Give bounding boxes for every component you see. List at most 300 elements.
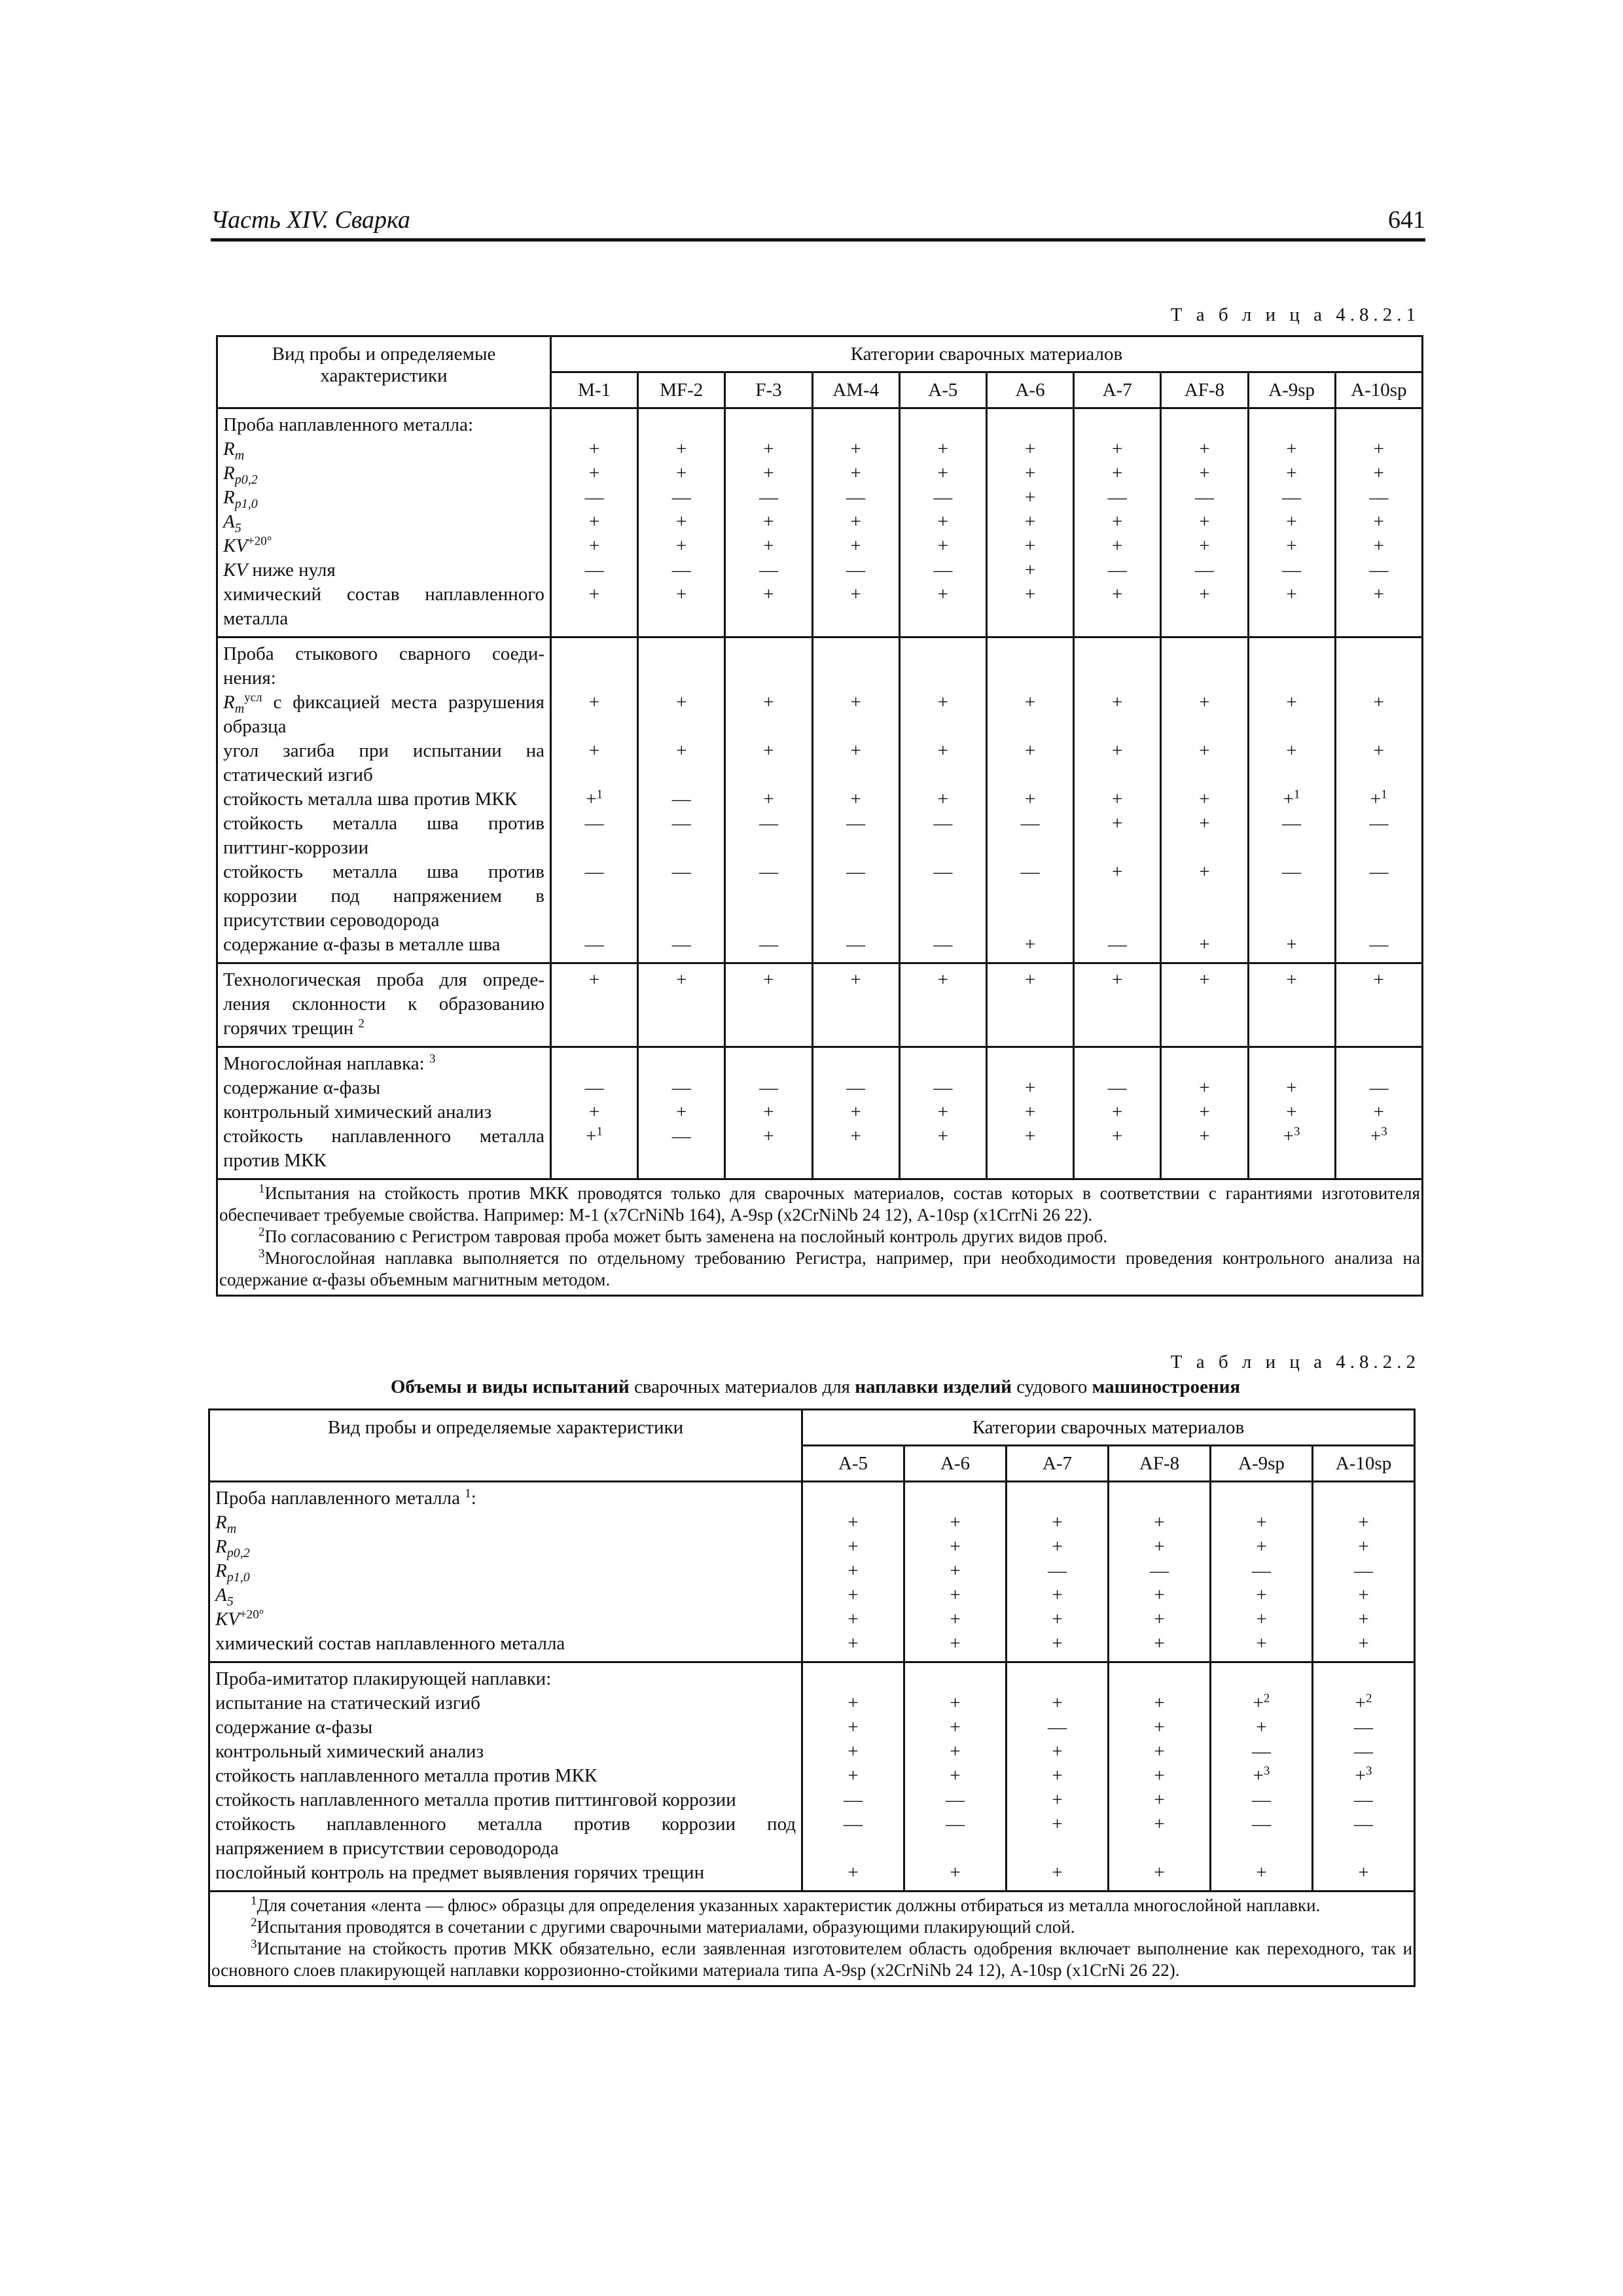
table1-mark <box>813 884 899 908</box>
table1-col-header: MF-2 <box>638 372 725 408</box>
table1-mark <box>1162 908 1247 933</box>
table1-mark: — <box>1107 934 1127 955</box>
table2-mark: + <box>1052 1585 1063 1605</box>
table2-mark-column <box>1007 1482 1109 1662</box>
table1-mark-column <box>551 963 638 1047</box>
table1-description-line: Многослойная наплавка: $^3$ <box>223 1052 436 1074</box>
table1-mark: — <box>1107 560 1127 581</box>
table1-mark <box>1249 908 1334 933</box>
table1-description-line: нения: <box>223 668 276 689</box>
table1-mark: + <box>850 439 861 459</box>
table1-mark-column <box>899 408 986 637</box>
table1-mark: + <box>1024 1126 1036 1147</box>
table1-mark-column <box>551 408 638 637</box>
table2-mark: + <box>1052 1693 1063 1713</box>
table1-mark: + <box>850 1102 861 1122</box>
table1-mark: — <box>1194 487 1214 508</box>
table2-mark-column <box>1211 1482 1313 1662</box>
table1-mark: + <box>1199 813 1210 834</box>
table2-section-description <box>209 1662 802 1892</box>
table1-mark: + <box>588 463 600 484</box>
table2-mark: + <box>1052 1609 1063 1630</box>
table1-mark <box>1162 992 1247 1016</box>
table1-mark: + <box>1373 511 1384 532</box>
table2-mark: +$^3$ <box>1355 1764 1372 1786</box>
table2-mark: + <box>1154 1741 1165 1762</box>
table1-mark: + <box>1112 584 1123 605</box>
table1-mark: + <box>850 463 861 484</box>
table2-description-line: $R_{p0,2}$ <box>215 1536 250 1560</box>
table1-mark: + <box>1112 861 1123 882</box>
table1-mark: + <box>1024 969 1036 990</box>
table1-mark: + <box>850 789 861 810</box>
table1-mark: + <box>676 463 687 484</box>
table1-mark <box>1162 884 1247 908</box>
table2-mark: — <box>1048 1717 1067 1738</box>
table1-mark-column <box>1335 963 1422 1047</box>
table1-mark <box>1249 1016 1334 1041</box>
table1-description-line: питтинг-коррозии <box>223 837 369 858</box>
table2-description-line: содержание α-фазы <box>215 1717 373 1738</box>
table1-mark: + <box>588 511 600 532</box>
table1-mark <box>813 836 899 860</box>
table1-mark <box>813 763 899 787</box>
table1-col-header: AF-8 <box>1161 372 1248 408</box>
table2-mark: + <box>950 1536 961 1557</box>
table1-mark: + <box>1024 439 1036 459</box>
table2-mark-column <box>1211 1662 1313 1892</box>
table1-mark: + <box>676 511 687 532</box>
table2-col-header: A-7 <box>1007 1446 1109 1482</box>
table1-mark <box>639 1052 724 1076</box>
table1-mark <box>988 666 1073 691</box>
table2-description-line: $KV^{+20^\circ}$ <box>215 1607 264 1630</box>
table1-mark: +$^1$ <box>1283 787 1300 810</box>
table2-mark: — <box>1252 1741 1271 1762</box>
table2-mark: + <box>1154 1765 1165 1786</box>
table1-description-line: стойкость металла шва против <box>223 813 544 834</box>
table1-mark: — <box>1369 813 1389 834</box>
table2-mark: — <box>1354 1789 1374 1810</box>
table1-mark: — <box>1020 861 1040 882</box>
table2-mark: — <box>1354 1741 1374 1762</box>
table1-footnote: $^1$Испытания на стойкость против МКК проводятся только для сварочных материалов, состав которых в соответствии с гарантиями изготовителя обеспечивает требуемые свойства. Например: М-1 (х7CrNiNb 164), А-9sp (х2CrNiNb 24 12), А-10sp (х1CrrNi 26 22). <box>219 1182 1420 1225</box>
table1-mark <box>1162 1016 1247 1041</box>
table1-col-header: F-3 <box>725 372 812 408</box>
table1-description-line: стойкость металла шва против <box>223 861 544 882</box>
table1-col-header: A-6 <box>986 372 1073 408</box>
table1-mark: + <box>1112 511 1123 532</box>
table1-mark <box>1075 836 1160 860</box>
table2-mark: + <box>1358 1609 1369 1630</box>
table1-description-line: присутствии сероводорода <box>223 910 440 931</box>
table1-mark: + <box>1199 1126 1210 1147</box>
table1-mark <box>1249 642 1334 666</box>
table1-mark: + <box>1286 439 1297 459</box>
table1-mark: + <box>588 969 600 990</box>
table1-mark: + <box>1024 584 1036 605</box>
table2-col-header: AF-8 <box>1109 1446 1211 1482</box>
table1-mark: — <box>758 813 778 834</box>
table1-mark-column <box>1248 408 1335 637</box>
table1-mark: + <box>1286 584 1297 605</box>
table2-col-header: A-5 <box>802 1446 904 1482</box>
table1-mark-column <box>986 637 1073 963</box>
table1-description-line: $R_{p1,0}$ <box>223 487 258 511</box>
table1-mark <box>1075 908 1160 933</box>
table1-mark: — <box>671 789 691 810</box>
table2-title: Объемы и виды испытаний сварочных материалов для наплавки изделий судового машиностроения <box>390 1376 1241 1397</box>
table2-section-row <box>209 1482 1415 1662</box>
table1-mark-column <box>812 408 899 637</box>
table1-mark <box>813 715 899 739</box>
table1-mark: + <box>676 969 687 990</box>
table1-mark: — <box>671 560 691 581</box>
table1-description-line: Проба стыкового сварного соеди- <box>223 643 544 664</box>
table1-mark-column <box>1161 408 1248 637</box>
table1-description-line: KV ниже нуля <box>223 560 336 581</box>
table1-section-row <box>217 637 1423 963</box>
table2-mark <box>1109 1667 1209 1691</box>
table1-mark: + <box>937 535 949 556</box>
table1-mark <box>813 413 899 437</box>
table1-mark: — <box>846 934 866 955</box>
table2-mark: + <box>1052 1633 1063 1654</box>
table1-mark: — <box>1369 560 1389 581</box>
table1-mark <box>901 884 986 908</box>
table1-mark: + <box>1286 740 1297 761</box>
table2-mark <box>1211 1486 1311 1511</box>
table1-footnote: $^3$Многослойная наплавка выполняется по отдельному требованию Регистра, например, при необходимости проведения контрольного анализа на содержание α-фазы объемным магнитным методом. <box>219 1247 1420 1289</box>
table1-mark: — <box>933 934 953 955</box>
table1-mark <box>988 992 1073 1016</box>
table1-mark: + <box>1373 692 1384 713</box>
table1-mark-column <box>638 963 725 1047</box>
table1-section-row <box>217 963 1423 1047</box>
table1-mark <box>726 908 811 933</box>
table1-mark: + <box>676 692 687 713</box>
table1-mark <box>639 1016 724 1041</box>
table1-mark <box>901 642 986 666</box>
table1-mark: + <box>676 439 687 459</box>
table2-description-line: химический состав наплавленного металла <box>215 1633 565 1654</box>
table1-mark: + <box>1024 1102 1036 1122</box>
table1-mark: + <box>1286 511 1297 532</box>
table1-col-header: A-10sp <box>1335 372 1422 408</box>
table2-mark: + <box>1256 1536 1267 1557</box>
table1-mark <box>1336 1052 1421 1076</box>
table1-mark-column <box>812 1047 899 1179</box>
table1-mark <box>901 666 986 691</box>
table1-mark: + <box>1024 789 1036 810</box>
table1-mark: + <box>1024 535 1036 556</box>
table2-mark: + <box>1154 1693 1165 1713</box>
table1-mark-column <box>1161 1047 1248 1179</box>
table2-mark: + <box>847 1560 859 1581</box>
table1-mark <box>1162 413 1247 437</box>
table2-mark <box>803 1837 903 1861</box>
table1-mark <box>988 1052 1073 1076</box>
table1-mark <box>988 413 1073 437</box>
table1-mark <box>639 666 724 691</box>
table2-mark: + <box>1154 1609 1165 1630</box>
table2-mark: + <box>1154 1862 1165 1883</box>
table1-mark: + <box>588 584 600 605</box>
table1-mark <box>1075 1149 1160 1173</box>
table1-mark: — <box>584 813 604 834</box>
table1-mark: +$^1$ <box>586 1124 603 1147</box>
table2-mark: + <box>847 1512 859 1533</box>
table1-mark: + <box>763 740 774 761</box>
table1-mark <box>1162 642 1247 666</box>
table1-header-left: Вид пробы и определяемые характеристики <box>217 336 551 408</box>
table2-mark: — <box>844 1789 863 1810</box>
table2-notes-row <box>209 1892 1415 1986</box>
table2-mark: + <box>950 1585 961 1605</box>
table1-mark <box>552 992 637 1016</box>
table1-mark: + <box>1112 740 1123 761</box>
table1-description-line: статический изгиб <box>223 764 373 785</box>
page-number: 641 <box>1388 206 1425 234</box>
table1-mark: + <box>1112 813 1123 834</box>
table1-mark <box>1336 763 1421 787</box>
table1-mark <box>726 1052 811 1076</box>
table1-mark: + <box>937 439 949 459</box>
table2-mark: + <box>950 1560 961 1581</box>
table1-mark: + <box>763 463 774 484</box>
table1-mark: + <box>1112 969 1123 990</box>
table1-mark <box>1249 1149 1334 1173</box>
table1-mark: — <box>933 560 953 581</box>
table1-mark: + <box>850 535 861 556</box>
table1-mark <box>813 666 899 691</box>
table2-mark: + <box>1256 1717 1267 1738</box>
table2-mark: + <box>950 1862 961 1883</box>
table2-col-header: A-6 <box>904 1446 1007 1482</box>
table2-mark: — <box>1048 1560 1067 1581</box>
table1-mark: + <box>1199 934 1210 955</box>
table1-mark: + <box>676 584 687 605</box>
table1-mark: + <box>1373 535 1384 556</box>
table1-mark: — <box>671 1126 691 1147</box>
table1-mark: + <box>1199 1102 1210 1122</box>
table1-mark: + <box>1024 463 1036 484</box>
table1-section-description <box>217 408 551 637</box>
table1-description-line: стойкость наплавленного металла <box>223 1126 544 1147</box>
table1-mark-column <box>1335 1047 1422 1179</box>
table2-description-line: послойный контроль на предмет выявления горячих трещин <box>215 1862 705 1883</box>
table1-section-row <box>217 1047 1423 1179</box>
table2-mark: — <box>1354 1717 1374 1738</box>
table1-mark: — <box>1282 560 1302 581</box>
table1-description-line: содержание α-фазы <box>223 1077 381 1098</box>
table1-mark <box>1075 884 1160 908</box>
table1-mark: — <box>584 1077 604 1098</box>
table2-mark: + <box>1154 1512 1165 1533</box>
table1-mark: — <box>671 861 691 882</box>
table1-mark: + <box>1112 535 1123 556</box>
table1-mark <box>552 715 637 739</box>
table2-mark: + <box>847 1862 859 1883</box>
table2-mark <box>1313 1837 1414 1861</box>
table1-mark-column <box>1074 1047 1161 1179</box>
table1-mark: +$^1$ <box>1370 787 1387 810</box>
table1-mark-column <box>725 1047 812 1179</box>
table1-description-line: коррозии под напряжением в <box>223 886 544 906</box>
table1-description-line: $A_5$ <box>223 511 241 535</box>
table1-mark <box>988 642 1073 666</box>
table1-mark <box>1336 413 1421 437</box>
table1-mark: + <box>763 439 774 459</box>
table1-mark <box>552 666 637 691</box>
table1-mark: + <box>1024 740 1036 761</box>
table2-mark: + <box>1256 1609 1267 1630</box>
table1-header-categories: Категории сварочных материалов <box>551 336 1423 372</box>
table2-mark: — <box>844 1814 863 1835</box>
table2-mark: + <box>847 1765 859 1786</box>
table1-mark: + <box>1024 511 1036 532</box>
table1-mark: + <box>676 1102 687 1122</box>
table2-mark: — <box>1252 1560 1271 1581</box>
table2-col-header: A-10sp <box>1313 1446 1415 1482</box>
table1-description-line: горячих трещин $^2$ <box>223 1016 365 1039</box>
table1-mark <box>1162 836 1247 860</box>
table2-footnote: $^1$Для сочетания «лента — флюс» образцы для определения указанных характеристик должны отбираться из металла многослойной наплавки. <box>251 1894 1321 1915</box>
table1-mark <box>639 715 724 739</box>
table1-mark <box>639 884 724 908</box>
table1-description-line: $R_m^{усл}$ с фиксацией места разрушения <box>223 691 544 716</box>
table1-mark <box>639 908 724 933</box>
table1-mark: + <box>937 1102 949 1122</box>
table1-description-line: контрольный химический анализ <box>223 1102 492 1122</box>
table1-mark: + <box>937 740 949 761</box>
table1-mark-column <box>812 637 899 963</box>
table1-mark-column <box>986 408 1073 637</box>
table1-mark: + <box>1199 511 1210 532</box>
table1-mark: — <box>1107 487 1127 508</box>
table1-mark <box>813 607 899 631</box>
table1-mark: + <box>1373 1102 1384 1122</box>
table1-mark <box>1249 836 1334 860</box>
table1-mark: + <box>937 511 949 532</box>
table1-description-line: ления склонности к образованию <box>223 994 544 1014</box>
table1-mark: — <box>584 861 604 882</box>
table1-col-header: AM-4 <box>812 372 899 408</box>
table2-mark: + <box>950 1693 961 1713</box>
table1-mark <box>1162 1052 1247 1076</box>
table1-mark: + <box>763 511 774 532</box>
table1-col-header: A-5 <box>899 372 986 408</box>
table1-mark-column <box>1074 408 1161 637</box>
table2-mark: — <box>1150 1560 1169 1581</box>
table2-mark: + <box>950 1512 961 1533</box>
table1-mark: + <box>676 535 687 556</box>
table1-mark <box>1249 884 1334 908</box>
table1-mark: + <box>1199 584 1210 605</box>
table1-mark-column <box>899 1047 986 1179</box>
table2-mark: + <box>1052 1789 1063 1810</box>
table1-mark: +$^3$ <box>1283 1124 1300 1147</box>
table1-mark-column <box>1335 637 1422 963</box>
table2-mark: + <box>1256 1633 1267 1654</box>
table1-section-description <box>217 637 551 963</box>
table1-mark <box>1249 715 1334 739</box>
table1-mark <box>988 1016 1073 1041</box>
table1-mark-column <box>638 408 725 637</box>
table1-mark <box>988 908 1073 933</box>
table1-mark <box>552 1149 637 1173</box>
table1-description-line: стойкость металла шва против МКК <box>223 789 517 810</box>
table1-mark-column <box>986 963 1073 1047</box>
table2-mark: + <box>1358 1536 1369 1557</box>
table1-description-line: химический состав наплавленного <box>223 584 544 605</box>
table2-footnote: $^2$Испытания проводятся в сочетании с другими сварочными материалами, образующими плакирующий слой. <box>251 1916 1075 1937</box>
table2-mark <box>905 1837 1005 1861</box>
table2-mark-column <box>1313 1482 1415 1662</box>
table2-mark: + <box>847 1633 859 1654</box>
table1-mark: + <box>937 969 949 990</box>
table1-mark-column <box>725 408 812 637</box>
table1-mark: — <box>933 487 953 508</box>
table1-mark: — <box>758 487 778 508</box>
table1-mark <box>552 763 637 787</box>
table1-mark: — <box>758 1077 778 1098</box>
table1-mark-column <box>1161 637 1248 963</box>
table1-mark: + <box>850 584 861 605</box>
table2-mark: + <box>847 1536 859 1557</box>
table1-mark-column <box>1248 637 1335 963</box>
table1-mark <box>901 413 986 437</box>
table2-mark: + <box>1358 1633 1369 1654</box>
table1-section-row <box>217 408 1423 637</box>
table1-mark <box>1249 666 1334 691</box>
table1-mark: — <box>758 934 778 955</box>
table2-mark: — <box>1354 1814 1374 1835</box>
table2-mark: — <box>1252 1814 1271 1835</box>
table1-mark: + <box>1199 463 1210 484</box>
table1-mark: — <box>1282 813 1302 834</box>
table2-mark: + <box>950 1633 961 1654</box>
table1-description-line: $KV^{+20^\circ}$ <box>223 534 272 556</box>
table2-mark <box>1109 1486 1209 1511</box>
table2-mark: + <box>847 1741 859 1762</box>
table1-mark-column <box>725 963 812 1047</box>
table1-mark <box>901 908 986 933</box>
table1-mark: + <box>1112 1126 1123 1147</box>
table2-mark: +$^2$ <box>1355 1691 1372 1713</box>
table1-mark <box>1162 715 1247 739</box>
table1-mark <box>552 1016 637 1041</box>
table1-mark: + <box>763 535 774 556</box>
table1-mark: — <box>671 1077 691 1098</box>
table1-mark <box>988 763 1073 787</box>
table1-mark <box>726 1149 811 1173</box>
table1-mark <box>988 836 1073 860</box>
table1-mark: — <box>933 1077 953 1098</box>
table1-mark <box>726 413 811 437</box>
table2-description-line: стойкость наплавленного металла против МКК <box>215 1765 597 1786</box>
table1-mark: + <box>1373 439 1384 459</box>
table1-mark <box>1162 1149 1247 1173</box>
table1-mark <box>1075 763 1160 787</box>
table2-mark: + <box>1052 1765 1063 1786</box>
table1-mark <box>1249 413 1334 437</box>
table1-mark: — <box>758 560 778 581</box>
table2-mark: + <box>950 1609 961 1630</box>
table1-mark: — <box>584 560 604 581</box>
table1-mark-column <box>1335 408 1422 637</box>
table1-mark: + <box>588 692 600 713</box>
